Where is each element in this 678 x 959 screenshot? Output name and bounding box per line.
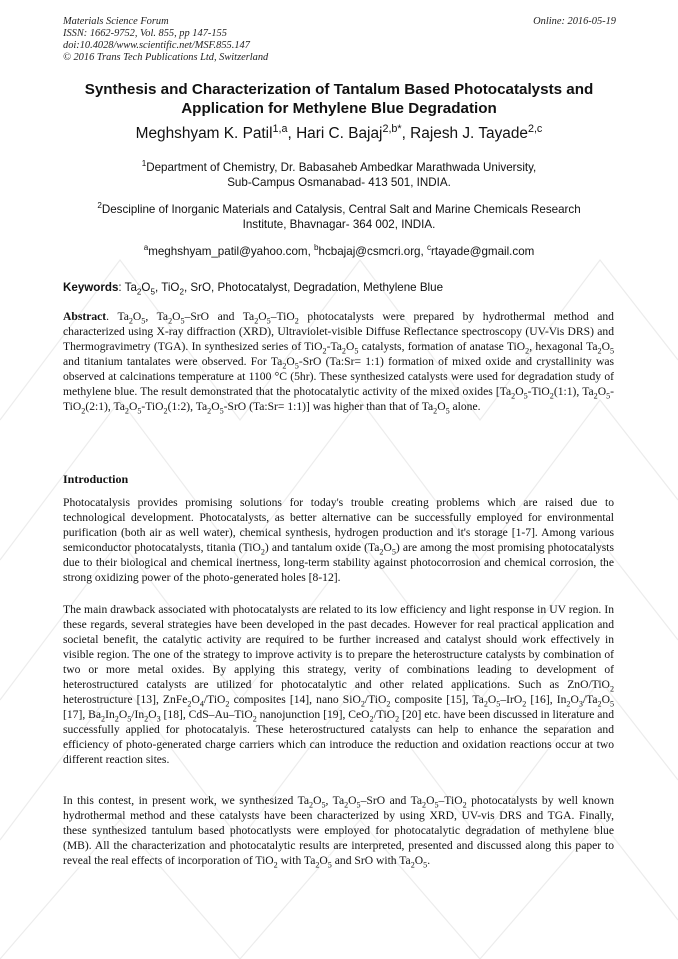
email-link[interactable]: hcbajaj@csmcri.org: [318, 245, 421, 258]
email-mark: b: [314, 243, 319, 253]
abstract: Abstract. $Ta_2O_5$, $Ta_2O_5$–SrO and $Ta_2O_5-TiO_2$ photocatalysts were prepared by hydrothermal method and characterized using X-ray diffraction (XRD), Ultraviolet-visible Diffuse Reflectance spectroscopy (UV-Vis DRS) and Thermogravimetry (TGA). In synthesized series of $TiO_2-Ta_2O_5$ catalysts, formation of anatase TiO$_2$, hexagonal $Ta_2O_5$ and titanium tantalates were observed. For $Ta_2O_5$-SrO (Ta:Sr= 1:1) formation of mixed oxide and crystallinity was observed at calcinations temperature at 1100 °C (5hr). These synthesized catalysts were used for degradation study of methylene blue. The result demonstrated that the photocatalytic activity of the mixed oxides [$Ta_2O_5-TiO_2(1:1)$, $Ta_2O_5-TiO_2(2:1)$, $Ta_2O_5-TiO_2(1:2)$, $Ta_2O_5$-SrO (Ta:Sr= 1:1)] was higher than that of $Ta_2O_5$ alone.: [63, 310, 615, 416]
introduction-heading: Introduction: [63, 472, 129, 486]
intro-paragraph-2: The main drawback associated with photocatalysts are related to its low efficiency and light response in UV region. In these regards, several strategies have been developed in the past decades. However for real practical application and societal benefit, the catalytic activity are required to be further increased and catalyst should work effectively in visible region. The one of the strategy to improve activity is to prepare the heterostructure catalysts by combination of two or more metal oxides. By applying this strategy, verity of combinations leading to development of heterostructured catalysts are utilized for photocatalytic and other related applications. Such as ZnO/TiO$_2$ heterostructure [13], $ZnFe_2O_4/TiO_2$ composites [14], nano SiO$_2$/TiO$_2$ composite [15], $Ta_2O_5-IrO_2$ [16], $In_2O_3/Ta_2O_5$ [17], $Ba_2In_2O_5/In_2O_3$ [18], CdS–Au–TiO$_2$ nanojunction [19], CeO$_2$/TiO$_2$ [20] etc. have been discussed in literature and successfully applied for photocatalyis. These heterostructured catalysts can help to enhance the separation and efficiency of photo-generated charge carriers which can introduce the reduction and oxidation reactions occur at two different reaction sites.: [63, 603, 615, 766]
author-affiliation-mark: 2,b*: [382, 122, 402, 135]
affiliation-1: [40, 160, 638, 190]
affiliation-text: Descipline of Inorganic Materials and Catalysis, Central Salt and Marine Chemicals Research: [101, 203, 581, 216]
doi-line: doi:10.4028/www.scientific.net/MSF.855.147: [63, 40, 250, 51]
author-name: Meghshyam K. Patil: [135, 125, 273, 142]
affiliation-text: Institute, Bhavnagar- 364 002, INDIA.: [242, 218, 436, 231]
affiliation-text: Department of Chemistry, Dr. Babasaheb Ambedkar Marathwada University,: [146, 161, 537, 174]
affiliation-number: 1: [141, 159, 147, 169]
keywords: Keywords: $Ta_2O_5$, TiO$_2$, SrO, Photocatalyst, Degradation, Methylene Blue: [63, 281, 444, 297]
affiliation-2: [40, 202, 638, 232]
intro-paragraph-1: Photocatalysis provides promising solutions for today's trouble creating problems which are raised due to technological development. Photocatalysts, as better alternative can be successfully employed for environmental purification (both air as well water), chemical synthesis, hydrogen production and it's storage [1-7]. Among various semiconductor photocatalysts, titania (TiO$_2$) and tantalum oxide $(Ta_2O_5)$ are among the most promising photocatalysts due to their biological and chemical inertness, long-term stability against photocorrosion and chemical corrosion, the strong oxidizing power of the photo-generated holes [8-12].: [63, 496, 614, 584]
author-emails: $^a$meghshyam_patil@yahoo.com, $^b$hcbajaj@csmcri.org, $^c$rtayade@gmail.com: [143, 243, 535, 258]
online-date: Online: 2016-05-19: [533, 16, 616, 27]
email-mark: a: [143, 243, 149, 253]
affiliation-text: Sub-Campus Osmanabad- 413 501, INDIA.: [227, 176, 451, 189]
title-line-2: Application for Methylene Blue Degradation: [181, 100, 497, 117]
affiliation-number: 2: [97, 201, 102, 211]
paper-title: [50, 80, 628, 118]
intro-paragraph-3: In this contest, in present work, we synthesized $Ta_2O_5$, $Ta_2O_5$–SrO and $Ta_2O_5-TiO_2$ photocatalysts by well known hydrothermal method and these catalysts have been characterized by using XRD, UV-vis DRS and TGA. Finally, these synthesized tantulum based photocatlysts were employed for photocatalytic degradation of methylene blue (MB). All the characterization and photocatalytic results are interpreted, presented and discussed along this paper to reveal the real effects of incorporation of TiO$_2$ with $Ta_2O_5$ and SrO with $Ta_2O_5$.: [63, 794, 614, 870]
author-affiliation-mark: 2,c: [527, 122, 543, 135]
author-list: Meghshyam K. Patil$^{1,a}$, Hari C. Bajaj$^{2,b*}$, Rajesh J. Tayade$^{2,c}$: [135, 122, 543, 142]
email-link[interactable]: meghshyam_patil@yahoo.com: [148, 245, 308, 258]
journal-header: [63, 16, 268, 64]
author-name: Hari C. Bajaj: [296, 125, 383, 142]
journal-name: Materials Science Forum: [63, 16, 169, 27]
copyright-line: © 2016 Trans Tech Publications Ltd, Switzerland: [63, 52, 269, 63]
abstract-label: Abstract: [63, 310, 107, 323]
author-name: Rajesh J. Tayade: [410, 125, 528, 142]
author-affiliation-mark: 1,a: [272, 122, 288, 135]
title-line-1: Synthesis and Characterization of Tantalum Based Photocatalysts and: [84, 81, 594, 98]
issn-line: ISSN: 1662-9752, Vol. 855, pp 147-155: [63, 28, 227, 39]
email-mark: c: [426, 243, 432, 253]
keywords-label: Keywords: [63, 281, 119, 294]
email-link[interactable]: rtayade@gmail.com: [431, 245, 535, 258]
